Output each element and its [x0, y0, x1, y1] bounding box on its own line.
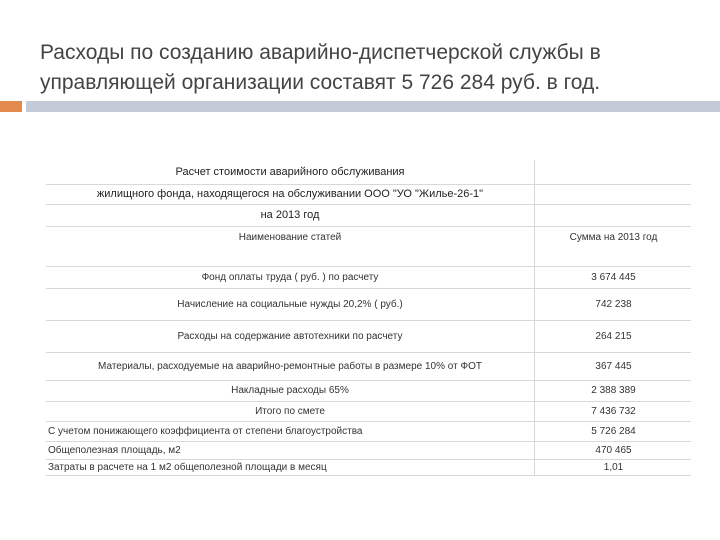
- row-label: Накладные расходы 65%: [231, 385, 349, 396]
- slide-title-line-1: Расходы по созданию аварийно-диспетчерской службы в: [40, 41, 601, 64]
- table-heading-row-2: [46, 184, 691, 205]
- row-value: 7 436 732: [591, 405, 636, 417]
- column-header-sum: Сумма на 2013 год: [569, 231, 658, 243]
- row-label: Затраты в расчете на 1 м2 общеполезной площади в месяц: [48, 461, 327, 473]
- row-value: 5 726 284: [591, 425, 636, 437]
- table-heading-line-2: жилищного фонда, находящегося на обслуживании ООО "УО "Жилье-26-1": [96, 188, 484, 200]
- row-value: 1,01: [603, 461, 624, 473]
- table-row: [46, 441, 691, 460]
- row-label: Расходы на содержание автотехники по расчету: [177, 330, 403, 342]
- column-header-name: Наименование статей: [238, 231, 342, 243]
- table-row: [46, 320, 691, 353]
- table-row: [46, 401, 691, 422]
- table-row: [46, 288, 691, 321]
- slide-title-line-2: управляющей организации составят 5 726 284 руб. в год.: [40, 71, 601, 94]
- row-label: Материалы, расходуемые на аварийно-ремонтные работы в размере 10% от ФОТ: [98, 360, 482, 372]
- table-heading-line-3: на 2013 год: [260, 209, 320, 221]
- table-heading-row-3: [46, 204, 691, 227]
- table-heading-row-1: [46, 160, 691, 185]
- row-value: 367 445: [595, 360, 632, 372]
- cost-table: [46, 160, 691, 475]
- row-value: 470 465: [595, 444, 632, 456]
- table-spacer-row: [46, 248, 691, 267]
- row-value: 264 215: [595, 330, 632, 342]
- table-row: [46, 380, 691, 402]
- table-row: [46, 352, 691, 381]
- table-heading-line-1: Расчет стоимости аварийного обслуживания: [175, 166, 405, 178]
- accent-bar: [0, 101, 22, 112]
- column-header-row: [46, 226, 691, 248]
- table-row: [46, 421, 691, 442]
- row-label: Начисление на социальные нужды 20,2% ( руб.): [177, 298, 403, 310]
- table-row: [46, 459, 691, 476]
- row-label: Общеполезная площадь, м2: [48, 444, 181, 456]
- row-value: 3 674 445: [591, 271, 636, 283]
- table-row: [46, 266, 691, 289]
- row-label: Итого по смете: [255, 405, 325, 417]
- row-label: Фонд оплаты труда ( руб. ) по расчету: [201, 271, 379, 283]
- slide-title: [40, 38, 700, 98]
- row-label: С учетом понижающего коэффициента от степени благоустройства: [48, 425, 363, 437]
- divider-bar: [26, 101, 720, 112]
- row-value: 2 388 389: [591, 385, 636, 396]
- row-value: 742 238: [595, 298, 632, 310]
